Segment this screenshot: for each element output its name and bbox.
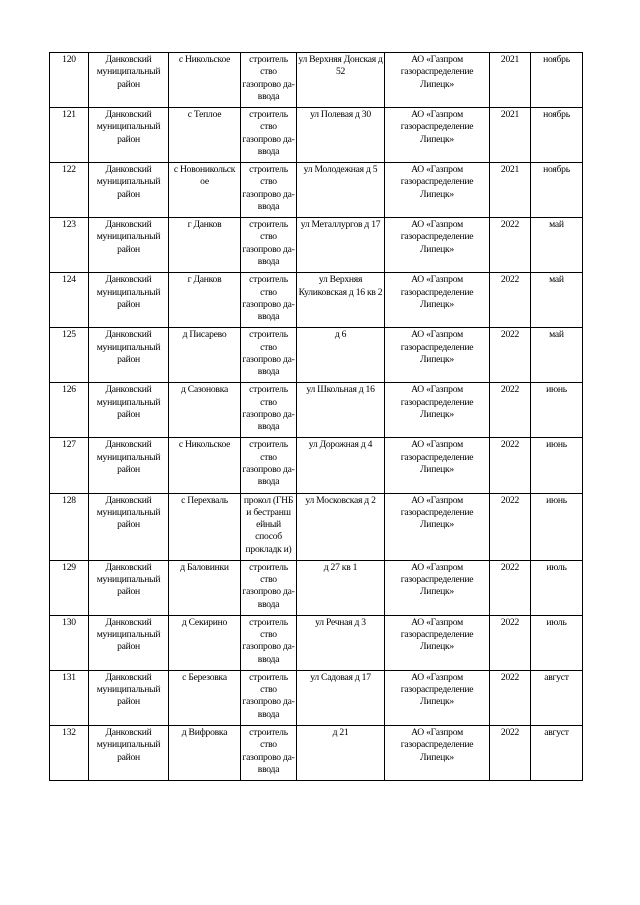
district-cell: Данковский муниципальный район bbox=[89, 218, 169, 273]
year-cell: 2022 bbox=[490, 328, 531, 383]
locality-cell: д Писарево bbox=[169, 328, 241, 383]
district-cell: Данковский муниципальный район bbox=[89, 493, 169, 560]
year-cell: 2022 bbox=[490, 560, 531, 615]
work-type-cell: строитель ство газопрово да-ввода bbox=[241, 108, 297, 163]
table-row bbox=[50, 273, 583, 328]
year-cell: 2021 bbox=[490, 108, 531, 163]
district-cell: Данковский муниципальный район bbox=[89, 273, 169, 328]
table-row bbox=[50, 560, 583, 615]
work-type-cell: строитель ство газопрово да-ввода bbox=[241, 163, 297, 218]
work-type-cell: строитель ство газопрово да-ввода bbox=[241, 218, 297, 273]
locality-cell: с Новоникольск ое bbox=[169, 163, 241, 218]
organization-cell: АО «Газпром газораспределение Липецк» bbox=[385, 163, 490, 218]
locality-cell: д Вифровка bbox=[169, 726, 241, 781]
month-cell: август bbox=[531, 670, 583, 725]
month-cell: июль bbox=[531, 560, 583, 615]
month-cell: июнь bbox=[531, 383, 583, 438]
locality-cell: д Баловинки bbox=[169, 560, 241, 615]
address-cell: ул Дорожная д 4 bbox=[297, 438, 385, 493]
year-cell: 2021 bbox=[490, 163, 531, 218]
year-cell: 2022 bbox=[490, 273, 531, 328]
organization-cell: АО «Газпром газораспределение Липецк» bbox=[385, 328, 490, 383]
organization-cell: АО «Газпром газораспределение Липецк» bbox=[385, 560, 490, 615]
row-number-cell: 129 bbox=[50, 560, 89, 615]
row-number-cell: 127 bbox=[50, 438, 89, 493]
district-cell: Данковский муниципальный район bbox=[89, 108, 169, 163]
district-cell: Данковский муниципальный район bbox=[89, 383, 169, 438]
month-cell: май bbox=[531, 273, 583, 328]
table-row bbox=[50, 726, 583, 781]
locality-cell: г Данков bbox=[169, 218, 241, 273]
locality-cell: с Никольское bbox=[169, 53, 241, 108]
year-cell: 2022 bbox=[490, 383, 531, 438]
address-cell: д 21 bbox=[297, 726, 385, 781]
district-cell: Данковский муниципальный район bbox=[89, 53, 169, 108]
month-cell: ноябрь bbox=[531, 108, 583, 163]
locality-cell: д Секирино bbox=[169, 615, 241, 670]
year-cell: 2022 bbox=[490, 615, 531, 670]
address-cell: ул Речная д 3 bbox=[297, 615, 385, 670]
month-cell: ноябрь bbox=[531, 53, 583, 108]
district-cell: Данковский муниципальный район bbox=[89, 438, 169, 493]
month-cell: июль bbox=[531, 615, 583, 670]
table-row bbox=[50, 615, 583, 670]
work-type-cell: строитель ство газопрово да-ввода bbox=[241, 383, 297, 438]
organization-cell: АО «Газпром газораспределение Липецк» bbox=[385, 726, 490, 781]
table-row bbox=[50, 383, 583, 438]
organization-cell: АО «Газпром газораспределение Липецк» bbox=[385, 670, 490, 725]
district-cell: Данковский муниципальный район bbox=[89, 615, 169, 670]
work-type-cell: строитель ство газопрово да-ввода bbox=[241, 273, 297, 328]
organization-cell: АО «Газпром газораспределение Липецк» bbox=[385, 53, 490, 108]
row-number-cell: 124 bbox=[50, 273, 89, 328]
table-row bbox=[50, 108, 583, 163]
address-cell: д 6 bbox=[297, 328, 385, 383]
row-number-cell: 123 bbox=[50, 218, 89, 273]
locality-cell: с Никольское bbox=[169, 438, 241, 493]
year-cell: 2022 bbox=[490, 438, 531, 493]
organization-cell: АО «Газпром газораспределение Липецк» bbox=[385, 615, 490, 670]
address-cell: ул Полевая д 30 bbox=[297, 108, 385, 163]
address-cell: ул Верхняя Куликовская д 16 кв 2 bbox=[297, 273, 385, 328]
table-row bbox=[50, 328, 583, 383]
work-type-cell: строитель ство газопрово да-ввода bbox=[241, 438, 297, 493]
address-cell: ул Московская д 2 bbox=[297, 493, 385, 560]
year-cell: 2022 bbox=[490, 218, 531, 273]
row-number-cell: 122 bbox=[50, 163, 89, 218]
address-cell: ул Верхняя Донская д 52 bbox=[297, 53, 385, 108]
organization-cell: АО «Газпром газораспределение Липецк» bbox=[385, 438, 490, 493]
month-cell: ноябрь bbox=[531, 163, 583, 218]
work-type-cell: строитель ство газопрово да-ввода bbox=[241, 560, 297, 615]
locality-cell: с Березовка bbox=[169, 670, 241, 725]
organization-cell: АО «Газпром газораспределение Липецк» bbox=[385, 108, 490, 163]
work-type-cell: прокол (ГНБ и бестранш ейный способ прокладк и) bbox=[241, 493, 297, 560]
gasification-schedule-table bbox=[49, 52, 583, 781]
address-cell: ул Школьная д 16 bbox=[297, 383, 385, 438]
row-number-cell: 125 bbox=[50, 328, 89, 383]
year-cell: 2022 bbox=[490, 670, 531, 725]
work-type-cell: строитель ство газопрово да-ввода bbox=[241, 328, 297, 383]
table-body bbox=[50, 53, 583, 781]
table-row bbox=[50, 438, 583, 493]
address-cell: ул Молодежная д 5 bbox=[297, 163, 385, 218]
locality-cell: д Сазоновка bbox=[169, 383, 241, 438]
month-cell: май bbox=[531, 218, 583, 273]
address-cell: ул Металлургов д 17 bbox=[297, 218, 385, 273]
work-type-cell: строитель ство газопрово да-ввода bbox=[241, 726, 297, 781]
row-number-cell: 120 bbox=[50, 53, 89, 108]
organization-cell: АО «Газпром газораспределение Липецк» bbox=[385, 493, 490, 560]
district-cell: Данковский муниципальный район bbox=[89, 670, 169, 725]
row-number-cell: 131 bbox=[50, 670, 89, 725]
organization-cell: АО «Газпром газораспределение Липецк» bbox=[385, 273, 490, 328]
year-cell: 2022 bbox=[490, 726, 531, 781]
year-cell: 2022 bbox=[490, 493, 531, 560]
district-cell: Данковский муниципальный район bbox=[89, 726, 169, 781]
month-cell: июнь bbox=[531, 438, 583, 493]
work-type-cell: строитель ство газопрово да-ввода bbox=[241, 670, 297, 725]
address-cell: ул Садовая д 17 bbox=[297, 670, 385, 725]
district-cell: Данковский муниципальный район bbox=[89, 560, 169, 615]
row-number-cell: 132 bbox=[50, 726, 89, 781]
row-number-cell: 126 bbox=[50, 383, 89, 438]
month-cell: август bbox=[531, 726, 583, 781]
locality-cell: с Перехваль bbox=[169, 493, 241, 560]
district-cell: Данковский муниципальный район bbox=[89, 163, 169, 218]
table-row bbox=[50, 163, 583, 218]
row-number-cell: 130 bbox=[50, 615, 89, 670]
organization-cell: АО «Газпром газораспределение Липецк» bbox=[385, 383, 490, 438]
row-number-cell: 121 bbox=[50, 108, 89, 163]
table-row bbox=[50, 493, 583, 560]
month-cell: май bbox=[531, 328, 583, 383]
address-cell: д 27 кв 1 bbox=[297, 560, 385, 615]
work-type-cell: строитель ство газопрово да-ввода bbox=[241, 615, 297, 670]
month-cell: июнь bbox=[531, 493, 583, 560]
year-cell: 2021 bbox=[490, 53, 531, 108]
organization-cell: АО «Газпром газораспределение Липецк» bbox=[385, 218, 490, 273]
locality-cell: г Данков bbox=[169, 273, 241, 328]
table-row bbox=[50, 670, 583, 725]
work-type-cell: строитель ство газопрово да-ввода bbox=[241, 53, 297, 108]
locality-cell: с Теплое bbox=[169, 108, 241, 163]
table-row bbox=[50, 218, 583, 273]
table-row bbox=[50, 53, 583, 108]
row-number-cell: 128 bbox=[50, 493, 89, 560]
district-cell: Данковский муниципальный район bbox=[89, 328, 169, 383]
